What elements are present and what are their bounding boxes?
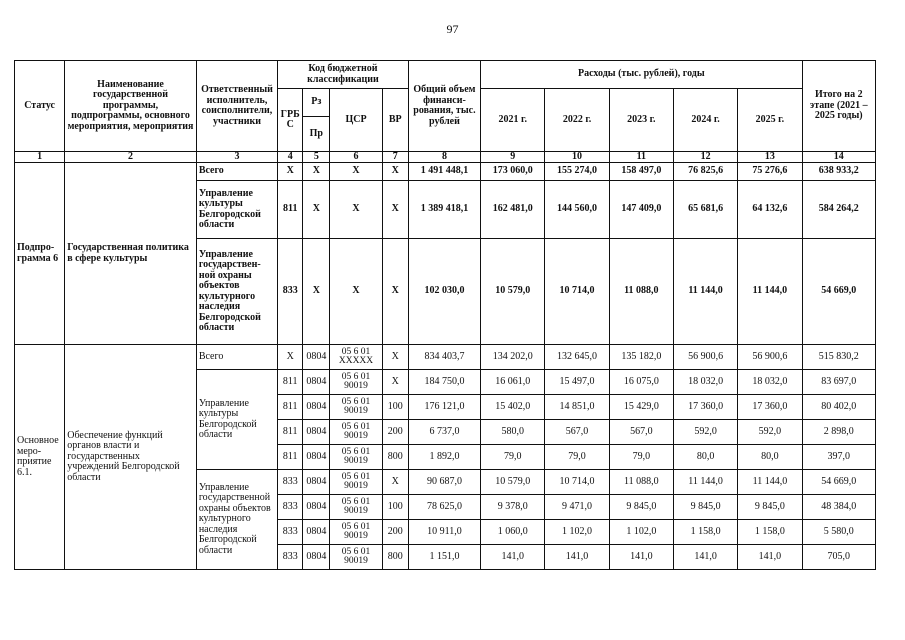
grbs-cell: 811 — [278, 420, 303, 445]
vr-cell: 100 — [382, 395, 408, 420]
total-cell: 1 151,0 — [408, 545, 480, 570]
rzpr-cell: 0804 — [303, 395, 330, 420]
rzpr-cell: 0804 — [303, 545, 330, 570]
vr-cell: X — [382, 470, 408, 495]
y2023-cell: 135 182,0 — [609, 345, 673, 370]
y2025-cell: 80,0 — [738, 445, 802, 470]
subprogram-name: Государственная политика в сфере культуры — [65, 163, 197, 345]
total-cell: 1 491 448,1 — [408, 163, 480, 181]
y2025-cell: 64 132,6 — [738, 181, 802, 239]
col-number: 4 — [278, 152, 303, 163]
y2023-cell: 79,0 — [609, 445, 673, 470]
col-number: 14 — [802, 152, 875, 163]
y2024-cell: 56 900,6 — [673, 345, 737, 370]
rzpr-cell: 0804 — [303, 345, 330, 370]
col-number: 10 — [545, 152, 609, 163]
y2025-cell: 9 845,0 — [738, 495, 802, 520]
y2021-cell: 580,0 — [481, 420, 545, 445]
sum-cell: 54 669,0 — [802, 239, 875, 345]
total-cell: 184 750,0 — [408, 370, 480, 395]
header-expenses: Расходы (тыс. рублей), годы — [481, 61, 802, 89]
y2023-cell: 141,0 — [609, 545, 673, 570]
grbs-cell: 833 — [278, 545, 303, 570]
header-vr: ВР — [382, 89, 408, 152]
y2023-cell: 9 845,0 — [609, 495, 673, 520]
y2021-cell: 10 579,0 — [481, 239, 545, 345]
y2025-cell: 592,0 — [738, 420, 802, 445]
grbs-cell: X — [278, 163, 303, 181]
rzpr-cell: 0804 — [303, 495, 330, 520]
y2025-cell: 11 144,0 — [738, 239, 802, 345]
col-number: 6 — [330, 152, 382, 163]
y2022-cell: 15 497,0 — [545, 370, 609, 395]
grbs-cell: 811 — [278, 370, 303, 395]
y2025-cell: 1 158,0 — [738, 520, 802, 545]
total-cell: 78 625,0 — [408, 495, 480, 520]
y2022-cell: 132 645,0 — [545, 345, 609, 370]
csr-cell: X — [330, 239, 382, 345]
y2022-cell: 1 102,0 — [545, 520, 609, 545]
y2024-cell: 18 032,0 — [673, 370, 737, 395]
table-body — [15, 163, 876, 570]
responsible-cell: Управление государственной охраны объектов культурного наследия Белгородской области — [196, 470, 277, 570]
y2024-cell: 76 825,6 — [673, 163, 737, 181]
responsible-cell: Управление культуры Белгородской области — [196, 370, 277, 470]
header-2023: 2023 г. — [609, 89, 673, 152]
grbs-cell: 833 — [278, 495, 303, 520]
y2025-cell: 17 360,0 — [738, 395, 802, 420]
header-2022: 2022 г. — [545, 89, 609, 152]
sum-cell: 705,0 — [802, 545, 875, 570]
csr-cell: 05 6 01 90019 — [330, 520, 382, 545]
sum-cell: 48 384,0 — [802, 495, 875, 520]
y2022-cell: 79,0 — [545, 445, 609, 470]
grbs-cell: 811 — [278, 181, 303, 239]
table-header — [15, 61, 876, 163]
header-budget-code: Код бюджетной классификации — [278, 61, 409, 89]
csr-cell: 05 6 01 90019 — [330, 495, 382, 520]
col-number: 5 — [303, 152, 330, 163]
y2024-cell: 11 144,0 — [673, 470, 737, 495]
col-number: 13 — [738, 152, 802, 163]
main-event-status: Основное меро-приятие 6.1. — [15, 345, 65, 570]
y2022-cell: 14 851,0 — [545, 395, 609, 420]
rzpr-cell: 0804 — [303, 445, 330, 470]
y2024-cell: 592,0 — [673, 420, 737, 445]
vr-cell: X — [382, 370, 408, 395]
y2023-cell: 567,0 — [609, 420, 673, 445]
csr-cell: 05 6 01 90019 — [330, 395, 382, 420]
rzpr-cell: X — [303, 181, 330, 239]
y2023-cell: 147 409,0 — [609, 181, 673, 239]
main-event-name: Обеспечение функций органов власти и государственных учреждений Белгородской области — [65, 345, 197, 570]
vr-cell: 200 — [382, 420, 408, 445]
col-number: 2 — [65, 152, 197, 163]
rzpr-cell: X — [303, 239, 330, 345]
y2024-cell: 141,0 — [673, 545, 737, 570]
y2024-cell: 1 158,0 — [673, 520, 737, 545]
table-row — [15, 163, 876, 181]
y2021-cell: 162 481,0 — [481, 181, 545, 239]
y2023-cell: 15 429,0 — [609, 395, 673, 420]
csr-cell: 05 6 01 90019 — [330, 370, 382, 395]
page-number: 97 — [446, 22, 459, 36]
col-number: 9 — [481, 152, 545, 163]
budget-table — [14, 60, 876, 570]
csr-cell: 05 6 01 90019 — [330, 470, 382, 495]
total-cell: 1 892,0 — [408, 445, 480, 470]
rzpr-cell: 0804 — [303, 420, 330, 445]
grbs-cell: X — [278, 345, 303, 370]
y2024-cell: 65 681,6 — [673, 181, 737, 239]
col-number: 7 — [382, 152, 408, 163]
y2021-cell: 9 378,0 — [481, 495, 545, 520]
csr-cell: 05 6 01 90019 — [330, 420, 382, 445]
y2021-cell: 134 202,0 — [481, 345, 545, 370]
y2022-cell: 10 714,0 — [545, 470, 609, 495]
sum-cell: 83 697,0 — [802, 370, 875, 395]
y2025-cell: 18 032,0 — [738, 370, 802, 395]
y2025-cell: 75 276,6 — [738, 163, 802, 181]
y2022-cell: 141,0 — [545, 545, 609, 570]
csr-cell: X — [330, 181, 382, 239]
sum-cell: 80 402,0 — [802, 395, 875, 420]
rzpr-cell: X — [303, 163, 330, 181]
y2022-cell: 9 471,0 — [545, 495, 609, 520]
sum-cell: 515 830,2 — [802, 345, 875, 370]
col-number: 12 — [673, 152, 737, 163]
header-program-name: Наименование государственной программы, подпрограммы, основного мероприятия, мероприятия — [65, 61, 197, 152]
rzpr-cell: 0804 — [303, 520, 330, 545]
y2024-cell: 9 845,0 — [673, 495, 737, 520]
y2023-cell: 158 497,0 — [609, 163, 673, 181]
y2023-cell: 1 102,0 — [609, 520, 673, 545]
responsible-cell: Управление культуры Белгородской области — [196, 181, 277, 239]
total-cell: 10 911,0 — [408, 520, 480, 545]
col-number: 11 — [609, 152, 673, 163]
header-pr: Пр — [303, 117, 330, 152]
header-status: Статус — [15, 61, 65, 152]
total-cell: 176 121,0 — [408, 395, 480, 420]
sum-cell: 2 898,0 — [802, 420, 875, 445]
y2021-cell: 1 060,0 — [481, 520, 545, 545]
y2021-cell: 15 402,0 — [481, 395, 545, 420]
header-responsible: Ответственный исполнитель, соисполнители, участники — [196, 61, 277, 152]
csr-cell: 05 6 01 90019 — [330, 445, 382, 470]
sum-cell: 397,0 — [802, 445, 875, 470]
col-number: 8 — [408, 152, 480, 163]
grbs-cell: 833 — [278, 239, 303, 345]
total-cell: 834 403,7 — [408, 345, 480, 370]
y2025-cell: 141,0 — [738, 545, 802, 570]
header-total: Общий объем финанси-рования, тыс. рублей — [408, 61, 480, 152]
header-rz: Рз — [303, 89, 330, 117]
sum-cell: 54 669,0 — [802, 470, 875, 495]
vr-cell: X — [382, 345, 408, 370]
sum-cell: 584 264,2 — [802, 181, 875, 239]
header-2025: 2025 г. — [738, 89, 802, 152]
rzpr-cell: 0804 — [303, 470, 330, 495]
y2021-cell: 10 579,0 — [481, 470, 545, 495]
subprogram-status: Подпро-грамма 6 — [15, 163, 65, 345]
vr-cell: 800 — [382, 545, 408, 570]
grbs-cell: 811 — [278, 445, 303, 470]
y2023-cell: 11 088,0 — [609, 239, 673, 345]
y2021-cell: 141,0 — [481, 545, 545, 570]
y2025-cell: 11 144,0 — [738, 470, 802, 495]
header-grbs: ГРБ С — [278, 89, 303, 152]
grbs-cell: 833 — [278, 520, 303, 545]
header-2024: 2024 г. — [673, 89, 737, 152]
vr-cell: X — [382, 239, 408, 345]
y2024-cell: 17 360,0 — [673, 395, 737, 420]
responsible-cell: Управление государствен-ной охраны объектов культурного наследия Белгородской области — [196, 239, 277, 345]
rzpr-cell: 0804 — [303, 370, 330, 395]
total-cell: 1 389 418,1 — [408, 181, 480, 239]
header-stage2: Итого на 2 этапе (2021 – 2025 годы) — [802, 61, 875, 152]
y2024-cell: 80,0 — [673, 445, 737, 470]
sum-cell: 638 933,2 — [802, 163, 875, 181]
vr-cell: X — [382, 163, 408, 181]
total-cell: 6 737,0 — [408, 420, 480, 445]
y2022-cell: 144 560,0 — [545, 181, 609, 239]
grbs-cell: 833 — [278, 470, 303, 495]
total-cell: 102 030,0 — [408, 239, 480, 345]
total-cell: 90 687,0 — [408, 470, 480, 495]
csr-cell: 05 6 01 90019 — [330, 545, 382, 570]
y2022-cell: 10 714,0 — [545, 239, 609, 345]
vr-cell: X — [382, 181, 408, 239]
table-row — [15, 345, 876, 370]
y2025-cell: 56 900,6 — [738, 345, 802, 370]
y2022-cell: 567,0 — [545, 420, 609, 445]
col-number: 3 — [196, 152, 277, 163]
y2022-cell: 155 274,0 — [545, 163, 609, 181]
y2021-cell: 79,0 — [481, 445, 545, 470]
csr-cell: 05 6 01 XXXXX — [330, 345, 382, 370]
header-csr: ЦСР — [330, 89, 382, 152]
column-number-row — [15, 152, 876, 163]
responsible-cell: Всего — [196, 163, 277, 181]
vr-cell: 800 — [382, 445, 408, 470]
y2021-cell: 173 060,0 — [481, 163, 545, 181]
col-number: 1 — [15, 152, 65, 163]
y2024-cell: 11 144,0 — [673, 239, 737, 345]
header-2021: 2021 г. — [481, 89, 545, 152]
y2023-cell: 11 088,0 — [609, 470, 673, 495]
y2021-cell: 16 061,0 — [481, 370, 545, 395]
vr-cell: 100 — [382, 495, 408, 520]
vr-cell: 200 — [382, 520, 408, 545]
responsible-cell: Всего — [196, 345, 277, 370]
sum-cell: 5 580,0 — [802, 520, 875, 545]
csr-cell: X — [330, 163, 382, 181]
grbs-cell: 811 — [278, 395, 303, 420]
y2023-cell: 16 075,0 — [609, 370, 673, 395]
